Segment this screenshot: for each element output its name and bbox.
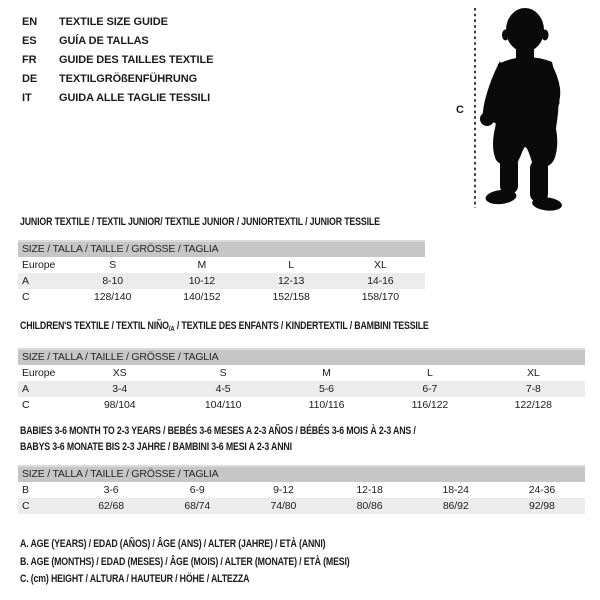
table-row	[18, 482, 585, 498]
children-table-grid	[18, 365, 585, 413]
table-cell: 14-16	[367, 275, 394, 287]
row-label: Europe	[22, 367, 56, 379]
row-label: Europe	[22, 259, 56, 271]
row-label: B	[22, 484, 29, 496]
children-title-text: / TEXTILE DES ENFANTS / KINDERTEXTIL / BAMBINI TESSILE	[174, 320, 429, 332]
table-cell: 128/140	[93, 291, 132, 303]
children-size-table	[18, 348, 585, 413]
language-label: TEXTILE SIZE GUIDE	[59, 16, 168, 28]
table-cell: 140/152	[183, 291, 221, 303]
footnote-a: A. AGE (YEARS) / EDAD (AÑOS) / ÂGE (ANS) / ALTER (JAHRE) / ETÀ (ANNI)	[20, 538, 326, 550]
table-cell: 3-6	[103, 484, 119, 496]
table-cell: 110/116	[308, 399, 345, 411]
table-row	[18, 498, 585, 514]
row-label: C	[22, 500, 30, 512]
baby-silhouette-shape	[480, 8, 563, 212]
table-cell: 9-12	[273, 484, 294, 496]
babies-section-title-line1: BABIES 3-6 MONTH TO 2-3 YEARS / BEBÉS 3-6 MESES A 2-3 AÑOS / BÉBÉS 3-6 MOIS À 2-3 ANS /	[20, 425, 416, 437]
table-cell: 3-4	[112, 383, 128, 395]
babies-size-table	[18, 465, 585, 514]
size-header-bar: SIZE / TALLA / TAILLE / GRÖSSE / TAGLIA	[18, 348, 585, 365]
language-label: GUÍA DE TALLAS	[59, 35, 149, 47]
language-label: TEXTILGRÖßENFÜHRUNG	[59, 73, 198, 85]
table-cell: L	[288, 259, 294, 271]
table-row	[18, 365, 585, 381]
footnotes	[20, 536, 432, 589]
language-code: ES	[22, 35, 37, 47]
table-cell: 12-18	[356, 484, 383, 496]
size-header-bar: SIZE / TALLA / TAILLE / GRÖSSE / TAGLIA	[18, 240, 425, 257]
junior-size-table	[18, 240, 425, 305]
table-cell: L	[426, 367, 433, 379]
language-label: GUIDE DES TAILLES TEXTILE	[59, 54, 214, 66]
language-label: GUIDA ALLE TAGLIE TESSILI	[59, 92, 211, 104]
language-code: FR	[22, 54, 37, 66]
table-cell: 74/80	[270, 500, 297, 512]
children-title-text: CHILDREN'S TEXTILE / TEXTIL NIÑO	[20, 320, 169, 332]
table-cell: 122/128	[514, 399, 552, 411]
table-cell: 62/68	[98, 500, 124, 512]
language-list	[22, 13, 213, 108]
language-code: IT	[22, 92, 32, 104]
footnote-c: C. (cm) HEIGHT / ALTURA / HAUTEUR / HÖHE / ALTEZZA	[20, 573, 250, 585]
table-cell: 158/170	[361, 291, 399, 303]
table-cell: S	[219, 367, 227, 379]
table-cell: XL	[526, 367, 540, 379]
table-cell: 80/86	[356, 500, 383, 512]
baby-silhouette-icon	[468, 0, 600, 215]
table-cell: 8-10	[102, 275, 123, 287]
table-cell: 18-24	[442, 484, 469, 496]
table-cell: 6-7	[422, 383, 438, 395]
table-cell: 24-36	[528, 484, 556, 496]
row-label: C	[22, 399, 30, 411]
table-cell: M	[197, 259, 207, 271]
table-cell: M	[322, 367, 331, 379]
babies-section-title-line2: BABYS 3-6 MONATE BIS 2-3 JAHRE / BAMBINI 3-6 MESI A 2-3 ANNI	[20, 441, 292, 453]
table-row	[18, 273, 425, 289]
row-label: A	[22, 275, 29, 287]
table-cell: XL	[374, 259, 387, 271]
table-cell: 86/92	[442, 500, 469, 512]
table-cell: S	[109, 259, 117, 271]
table-cell: 12-13	[277, 275, 305, 287]
babies-table-grid	[18, 482, 585, 514]
size-header-bar: SIZE / TALLA / TAILLE / GRÖSSE / TAGLIA	[18, 465, 585, 482]
table-cell: 104/110	[204, 399, 242, 411]
footnote-b: B. AGE (MONTHS) / EDAD (MESES) / ÂGE (MOIS) / ALTER (MONATE) / ETÀ (MESI)	[20, 555, 350, 568]
table-cell: 5-6	[319, 383, 334, 395]
table-cell: 152/158	[272, 291, 310, 303]
table-row	[18, 381, 585, 397]
table-cell: 7-8	[525, 383, 541, 395]
junior-table-grid	[18, 257, 425, 305]
language-code: DE	[22, 73, 38, 85]
children-section-title	[20, 320, 429, 333]
language-code: EN	[22, 16, 38, 28]
row-label: C	[22, 291, 30, 303]
language-row	[22, 51, 213, 70]
table-cell: XS	[112, 367, 127, 379]
language-row	[22, 32, 213, 51]
table-cell: 4-5	[215, 383, 231, 395]
table-row	[18, 289, 425, 305]
language-row	[22, 89, 213, 108]
table-cell: 116/122	[411, 399, 449, 411]
table-cell: 98/104	[103, 399, 136, 411]
table-cell: 6-9	[189, 484, 205, 496]
row-label: A	[22, 383, 29, 395]
language-row	[22, 13, 213, 32]
language-row	[22, 70, 213, 89]
table-row	[18, 397, 585, 413]
table-cell: 10-12	[188, 275, 216, 287]
table-cell: 92/98	[529, 500, 555, 512]
table-row	[18, 257, 425, 273]
children-title-subscript: /A	[168, 324, 175, 333]
table-cell: 68/74	[184, 500, 211, 512]
height-measure-label: C	[456, 104, 464, 116]
junior-section-title: JUNIOR TEXTILE / TEXTIL JUNIOR/ TEXTILE JUNIOR / JUNIORTEXTIL / JUNIOR TESSILE	[20, 216, 380, 228]
